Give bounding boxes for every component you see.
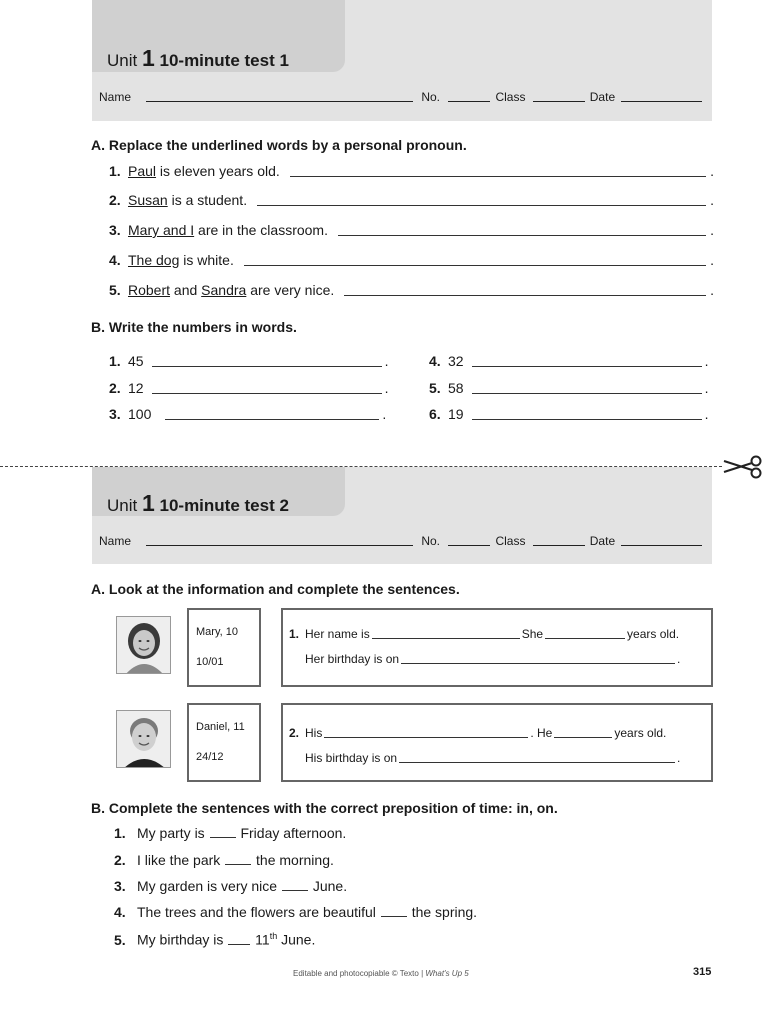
sentence-text: Her name is — [305, 627, 370, 641]
item-number: 2. — [114, 852, 126, 868]
list-item: 3. 100 . — [109, 406, 387, 422]
page-number: 315 — [693, 966, 712, 978]
sentence-line — [289, 726, 666, 740]
list-item: 3. Mary and I are in the classroom. . — [109, 222, 714, 238]
name-field[interactable] — [146, 91, 413, 102]
answer-field[interactable] — [338, 223, 706, 236]
sentence-text: Friday afternoon. — [236, 825, 347, 841]
list-item: 1. 45 . — [109, 353, 389, 369]
test2-student-info-row — [99, 534, 702, 548]
test1-title — [107, 45, 289, 72]
sentence-text: His — [305, 726, 323, 740]
answer-field[interactable] — [228, 934, 250, 945]
sentence-text: years old. — [627, 627, 680, 641]
test1-sectionB-heading: B. Write the numbers in words. — [91, 319, 297, 335]
class-label: Class — [495, 534, 526, 548]
sentence-text: . He — [530, 726, 553, 740]
answer-field[interactable] — [472, 381, 702, 394]
sentence-box — [281, 703, 713, 782]
item-number: 2. — [109, 192, 121, 208]
no-field[interactable] — [448, 535, 490, 546]
item-number: 4. — [114, 904, 126, 920]
number-value: 32 — [448, 353, 464, 369]
footer-book-title: What's Up 5 — [425, 969, 469, 978]
item-number: 5. — [114, 931, 126, 948]
number-value: 100 — [128, 406, 152, 422]
unit-number: 1 — [141, 490, 155, 516]
footer-text: Editable and photocopiable © Texto | — [293, 969, 426, 978]
answer-field[interactable] — [290, 164, 706, 177]
list-item: 2. 12 . — [109, 380, 389, 396]
item-number: 5. — [429, 380, 441, 396]
sentence-text: His birthday is on — [305, 751, 398, 765]
number-value: 58 — [448, 380, 464, 396]
underlined-word: Mary and I — [128, 222, 195, 238]
no-label: No. — [421, 90, 441, 104]
class-field[interactable] — [533, 535, 584, 546]
item-number: 3. — [109, 222, 121, 238]
info-birthday: 10/01 — [196, 656, 224, 668]
date-field[interactable] — [621, 535, 702, 546]
item-number: 4. — [109, 252, 121, 268]
answer-field[interactable] — [210, 827, 236, 838]
sentence-text: the spring. — [407, 904, 478, 920]
class-label: Class — [495, 90, 526, 104]
number-value: 12 — [128, 380, 144, 396]
sentence-text: years old. — [614, 726, 667, 740]
footer-credit — [293, 969, 469, 978]
item-number: 1. — [109, 353, 121, 369]
test1-sectionA-heading: A. Replace the underlined words by a personal pronoun. — [91, 137, 467, 153]
list-item — [114, 931, 315, 948]
test2-sectionB-heading: B. Complete the sentences with the correct preposition of time: in, on. — [91, 800, 558, 816]
item-number: 3. — [109, 406, 121, 422]
sentence-text: My party is — [137, 825, 209, 841]
item-number: 2. — [109, 380, 121, 396]
item-number: 1. — [114, 825, 126, 841]
name-field[interactable] — [146, 535, 413, 546]
answer-field[interactable] — [257, 193, 706, 206]
item-number: 1. — [109, 163, 121, 179]
list-item: 4. The dog is white. . — [109, 252, 714, 268]
name-label: Name — [99, 534, 132, 548]
number-value: 19 — [448, 406, 464, 422]
answer-field[interactable] — [381, 906, 407, 917]
sentence-box — [281, 608, 713, 687]
unit-word: Unit — [107, 496, 138, 515]
info-birthday: 24/12 — [196, 751, 224, 763]
item-text: are in the classroom. — [194, 222, 328, 238]
list-item: 6. 19 . — [429, 406, 709, 422]
answer-field[interactable] — [472, 354, 702, 367]
item-text: and — [170, 282, 202, 298]
list-item: 5. 58 . — [429, 380, 709, 396]
answer-field[interactable] — [472, 407, 702, 420]
answer-field[interactable] — [344, 283, 706, 296]
list-item — [114, 852, 334, 868]
sentence-text: My birthday is — [137, 931, 228, 948]
sentence-text: 11 — [251, 931, 270, 948]
ordinal-suffix: th — [269, 931, 278, 941]
test-subtitle: 10-minute test 1 — [159, 51, 289, 70]
date-label: Date — [589, 90, 616, 104]
item-number: 3. — [114, 878, 126, 894]
sentence-line: Her birthday is on . — [305, 652, 681, 666]
test1-student-info-row — [99, 90, 702, 104]
underlined-word: Robert — [128, 282, 171, 298]
girl-photo — [116, 616, 171, 674]
unit-number: 1 — [141, 45, 155, 71]
test2-sectionA-heading: A. Look at the information and complete the sentences. — [91, 581, 460, 597]
answer-field[interactable] — [399, 752, 675, 763]
item-number: 2. — [289, 726, 300, 740]
info-card — [187, 703, 261, 782]
answer-field[interactable] — [372, 628, 520, 639]
item-text: are very nice. — [246, 282, 335, 298]
item-number: 1. — [289, 627, 300, 641]
item-text: is eleven years old. — [156, 163, 280, 179]
date-field[interactable] — [621, 91, 702, 102]
answer-field[interactable] — [152, 381, 382, 394]
list-item: 4. 32 . — [429, 353, 709, 369]
underlined-word: Susan — [128, 192, 168, 208]
sentence-text: My garden is very nice — [137, 878, 281, 894]
list-item — [114, 825, 346, 841]
item-text: is a student. — [167, 192, 248, 208]
info-name-age: Daniel, 11 — [196, 721, 245, 733]
item-text: is white. — [179, 252, 234, 268]
sentence-text: the morning. — [252, 852, 334, 868]
sentence-text: The trees and the flowers are beautiful — [137, 904, 380, 920]
underlined-word: Sandra — [201, 282, 247, 298]
sentence-text: Her birthday is on — [305, 652, 400, 666]
no-field[interactable] — [448, 91, 490, 102]
list-item — [114, 904, 477, 920]
sentence-line: His birthday is on . — [305, 751, 681, 765]
underlined-word: The dog — [128, 252, 180, 268]
list-item — [114, 878, 347, 894]
answer-field[interactable] — [225, 854, 251, 865]
info-name-age: Mary, 10 — [196, 626, 238, 638]
date-label: Date — [589, 534, 616, 548]
underlined-word: Paul — [128, 163, 157, 179]
sentence-text: I like the park — [137, 852, 225, 868]
class-field[interactable] — [533, 91, 584, 102]
no-label: No. — [421, 534, 441, 548]
sentence-line — [289, 627, 679, 641]
sentence-text: She — [521, 627, 544, 641]
test-subtitle: 10-minute test 2 — [159, 496, 289, 515]
info-card — [187, 608, 261, 687]
scissors-icon — [722, 455, 764, 479]
answer-field[interactable] — [545, 628, 625, 639]
item-number: 6. — [429, 406, 441, 422]
number-value: 45 — [128, 353, 144, 369]
answer-field[interactable] — [152, 354, 382, 367]
list-item: 5. Robert and Sandra are very nice. . — [109, 282, 714, 298]
answer-field[interactable] — [165, 407, 379, 420]
sentence-text: June. — [277, 931, 316, 948]
boy-photo — [116, 710, 171, 768]
unit-word: Unit — [107, 51, 138, 70]
answer-field[interactable] — [401, 653, 675, 664]
answer-field[interactable] — [244, 253, 706, 266]
item-number: 4. — [429, 353, 441, 369]
list-item: 1. Paul is eleven years old. . — [109, 163, 714, 179]
test2-title — [107, 490, 289, 517]
name-label: Name — [99, 90, 132, 104]
item-number: 5. — [109, 282, 121, 298]
sentence-text: June. — [308, 878, 348, 894]
answer-field[interactable] — [282, 880, 308, 891]
answer-field[interactable] — [324, 727, 528, 738]
answer-field[interactable] — [554, 727, 612, 738]
list-item: 2. Susan is a student. . — [109, 192, 714, 208]
